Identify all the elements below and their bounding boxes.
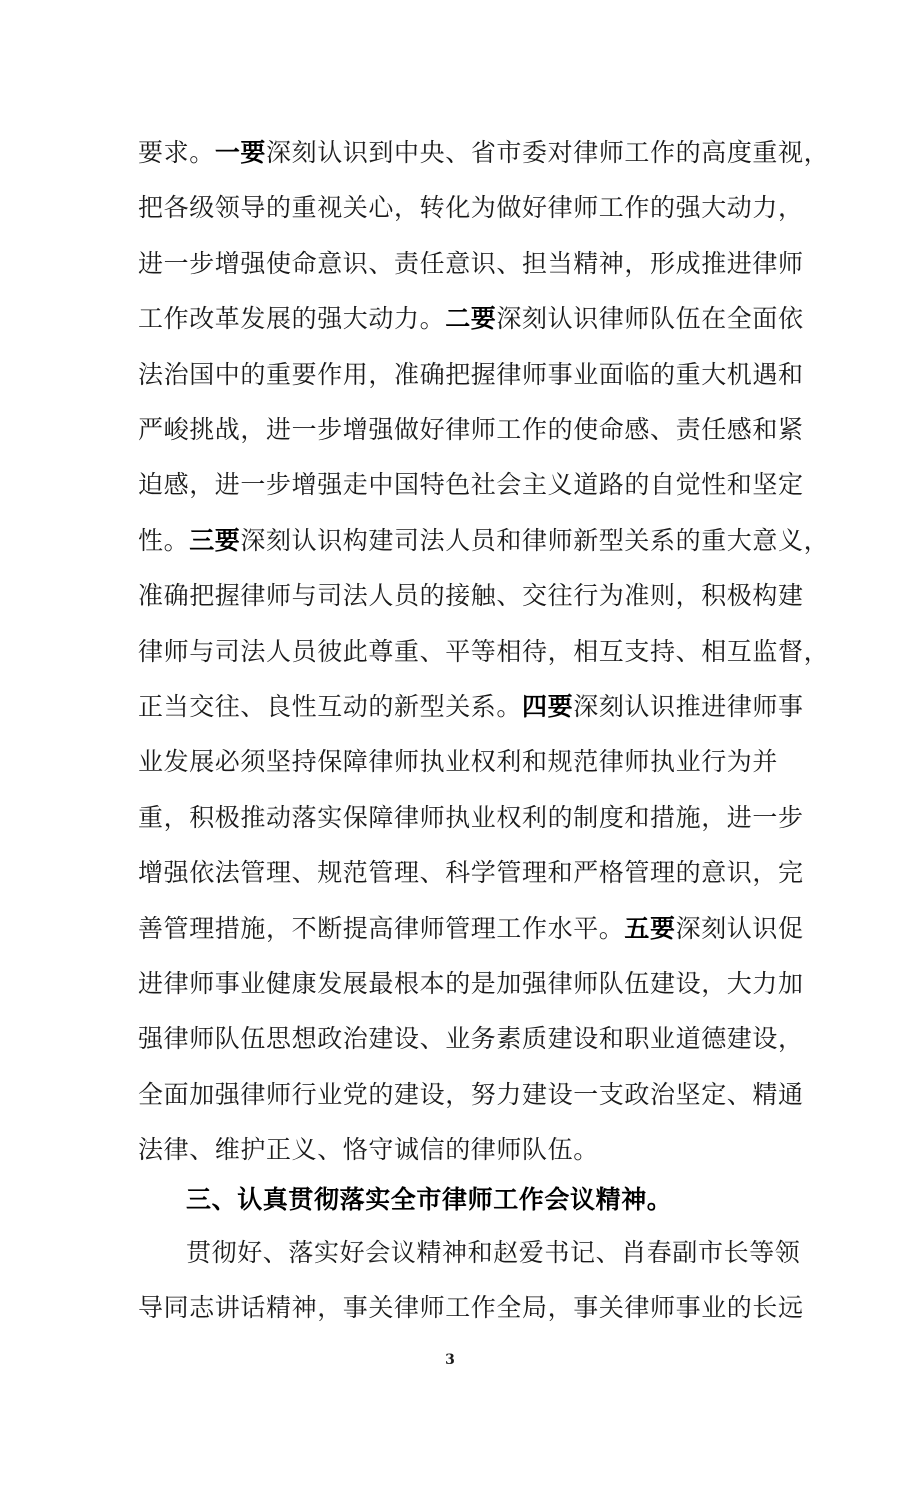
text-run: 律师与司法人员彼此尊重、平等相待，相互支持、相互监督， bbox=[138, 637, 830, 666]
text-run: 把各级领导的重视关心，转化为做好律师工作的强大动力， bbox=[138, 193, 804, 222]
text-run: 深刻认识律师队伍在全面依 bbox=[496, 304, 804, 333]
emphasis-text: 二要 bbox=[445, 304, 497, 333]
text-run: 增强依法管理、规范管理、科学管理和严格管理的意识，完 bbox=[138, 858, 804, 887]
paragraph-line: 导同志讲话精神，事关律师工作全局，事关律师事业的长远 bbox=[138, 1293, 804, 1322]
text-line bbox=[138, 410, 804, 450]
text-run: 准确把握律师与司法人员的接触、交往行为准则，积极构建 bbox=[138, 581, 804, 610]
emphasis-text: 四要 bbox=[522, 692, 574, 721]
text-run: 严峻挑战，进一步增强做好律师工作的使命感、责任感和紧 bbox=[138, 415, 804, 444]
text-run: 业发展必须坚持保障律师执业权利和规范律师执业行为并 bbox=[138, 747, 779, 776]
text-run: 深刻认识推进律师事 bbox=[573, 692, 804, 721]
text-line bbox=[138, 299, 804, 339]
text-line bbox=[138, 1075, 804, 1115]
text-line bbox=[138, 798, 804, 838]
text-run: 要求。 bbox=[138, 138, 215, 167]
text-run: 进一步增强使命意识、责任意识、担当精神，形成推进律师 bbox=[138, 249, 804, 278]
text-line bbox=[138, 355, 804, 395]
emphasis-text: 三要 bbox=[189, 526, 241, 555]
text-run: 迫感，进一步增强走中国特色社会主义道路的自觉性和坚定 bbox=[138, 470, 804, 499]
text-run: 善管理措施，不断提高律师管理工作水平。 bbox=[138, 914, 625, 943]
text-line bbox=[138, 742, 778, 782]
page-number: 3 bbox=[445, 1352, 455, 1368]
text-line bbox=[138, 632, 829, 672]
text-line bbox=[138, 576, 804, 616]
text-line bbox=[138, 909, 804, 949]
text-run: 进律师事业健康发展最根本的是加强律师队伍建设，大力加 bbox=[138, 969, 804, 998]
text-run: 法治国中的重要作用，准确把握律师事业面临的重大机遇和 bbox=[138, 360, 804, 389]
text-run: 深刻认识促 bbox=[675, 914, 804, 943]
text-run: 工作改革发展的强大动力。 bbox=[138, 304, 446, 333]
text-line bbox=[138, 1019, 804, 1059]
text-run: 强律师队伍思想政治建设、业务素质建设和职业道德建设， bbox=[138, 1024, 804, 1053]
text-line bbox=[138, 964, 804, 1004]
emphasis-text: 一要 bbox=[214, 138, 267, 167]
text-run: 深刻认识构建司法人员和律师新型关系的重大意义， bbox=[240, 526, 830, 555]
text-line bbox=[138, 1130, 599, 1170]
text-run: 正当交往、良性互动的新型关系。 bbox=[138, 692, 523, 721]
text-line bbox=[138, 244, 804, 284]
emphasis-text: 五要 bbox=[624, 914, 676, 943]
text-run: 深刻认识到中央、省市委对律师工作的高度重视， bbox=[266, 138, 830, 167]
text-line bbox=[138, 687, 804, 727]
text-run: 法律、维护正义、恪守诚信的律师队伍。 bbox=[138, 1135, 599, 1164]
text-line bbox=[138, 521, 829, 561]
text-run: 全面加强律师行业党的建设，努力建设一支政治坚定、精通 bbox=[138, 1080, 804, 1109]
text-run: 性。 bbox=[138, 526, 190, 555]
text-line bbox=[138, 465, 804, 505]
paragraph-line: 贯彻好、落实好会议精神和赵爱书记、肖春副市长等领 bbox=[186, 1238, 801, 1267]
section-heading: 三、认真贯彻落实全市律师工作会议精神。 bbox=[186, 1185, 673, 1214]
text-line bbox=[138, 853, 804, 893]
text-line bbox=[138, 133, 829, 173]
text-line bbox=[138, 188, 804, 228]
text-run: 重，积极推动落实保障律师执业权利的制度和措施，进一步 bbox=[138, 803, 804, 832]
